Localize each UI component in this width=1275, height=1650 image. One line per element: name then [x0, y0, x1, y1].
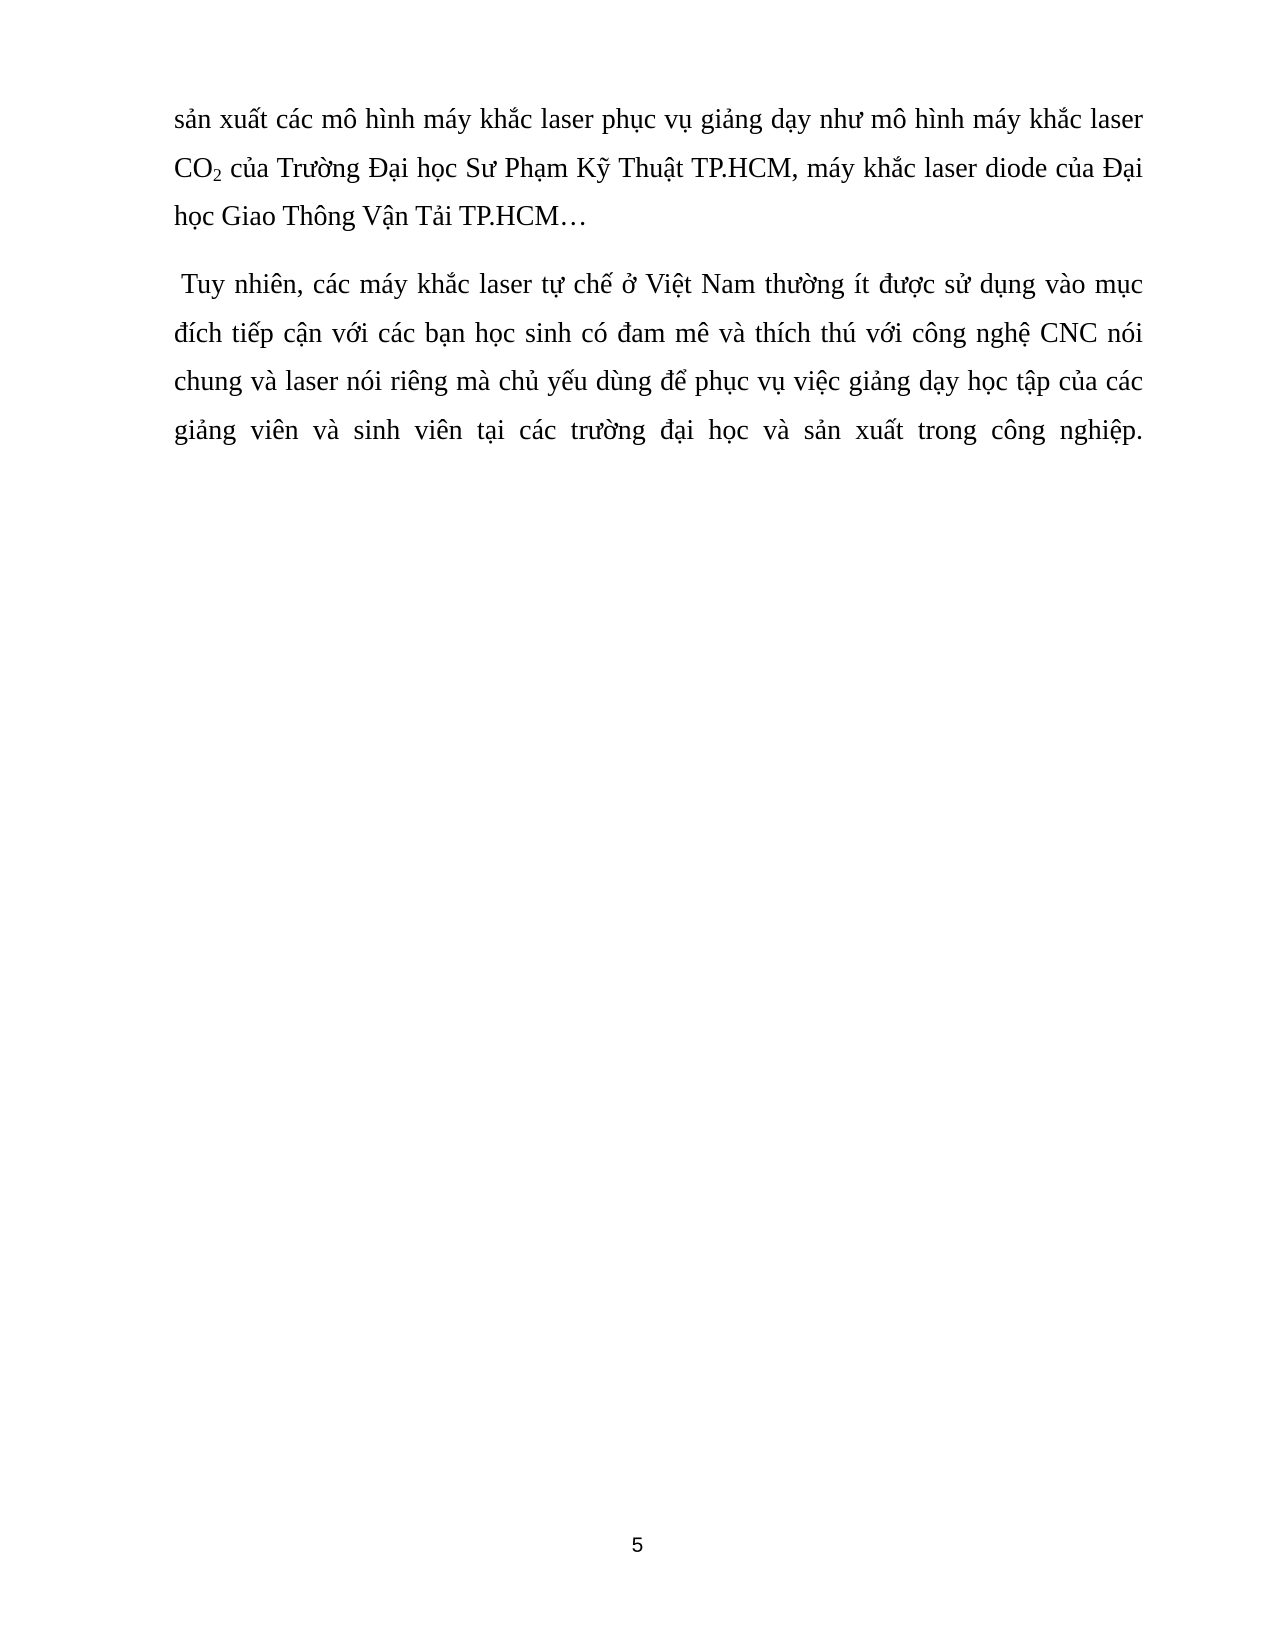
paragraph-2-line-2: đích tiếp cận với các bạn học sinh có đam mê và thích thú với công nghệ CNC nói	[174, 317, 1143, 349]
paragraph-1	[174, 96, 1143, 242]
paragraph-1-line-2	[174, 145, 1143, 194]
paragraph-2-line-1: Tuy nhiên, các máy khắc laser tự chế ở Việt Nam thường ít được sử dụng vào mục	[181, 269, 1143, 300]
paragraph-2-line-4: giảng viên và sinh viên tại các trường đại học và sản xuất trong công nghiệp.	[174, 414, 1143, 446]
paragraph-1-line-2-text: của Trường Đại học Sư Phạm Kỹ Thuật TP.HCM, máy khắc laser diode của Đại	[221, 152, 1143, 184]
paragraph-2	[174, 261, 1143, 455]
paragraph-1-line-1: sản xuất các mô hình máy khắc laser phục vụ giảng dạy như mô hình máy khắc laser	[174, 104, 1143, 135]
co2-formula-base: CO	[174, 152, 213, 184]
co2-formula-subscript: 2	[212, 164, 222, 185]
paragraph-2-line-3: chung và laser nói riêng mà chủ yếu dùng để phục vụ việc giảng dạy học tập của các	[174, 366, 1143, 397]
page-number: 5	[631, 1534, 644, 1557]
paragraph-1-line-3: học Giao Thông Vận Tải TP.HCM…	[174, 201, 588, 232]
